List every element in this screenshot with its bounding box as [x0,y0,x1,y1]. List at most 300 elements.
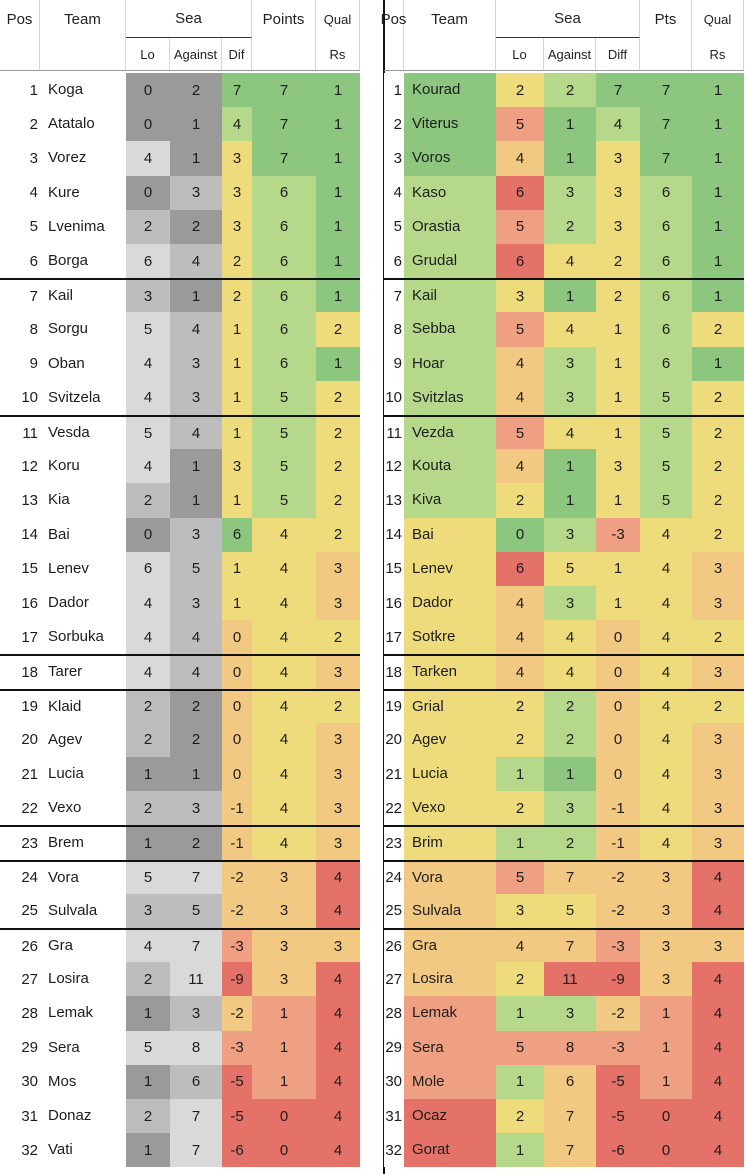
row-team-name: Vora [404,862,496,894]
header-blank [0,38,40,70]
table-row[interactable] [384,586,744,620]
row-against: 2 [544,210,596,244]
table-row[interactable] [384,73,744,107]
row-against: 2 [544,73,596,107]
row-team-name: Dador [404,586,496,620]
row-diff: 0 [596,723,640,757]
table-row[interactable] [384,791,744,825]
header-blank [640,38,692,70]
table-row[interactable] [384,141,744,175]
row-qual: 4 [316,996,360,1030]
table-row[interactable] [384,962,744,996]
table-row[interactable] [384,483,744,517]
row-diff: 0 [596,656,640,688]
row-qual: 2 [316,518,360,552]
row-points: 5 [640,449,692,483]
row-points: 6 [640,280,692,312]
table-row[interactable] [0,552,360,586]
row-diff: 7 [222,73,252,107]
row-diff: 1 [222,586,252,620]
row-points: 6 [640,176,692,210]
row-points: 4 [252,656,316,688]
header-against: Against [170,38,222,70]
table-row[interactable] [384,1133,744,1167]
row-lo: 4 [496,620,544,654]
table-row[interactable] [0,757,360,791]
table-row[interactable] [0,928,360,962]
table-row[interactable] [0,723,360,757]
row-team-name: Losira [40,962,126,996]
table-row[interactable] [384,278,744,312]
row-diff: 0 [222,691,252,723]
table-row[interactable] [0,791,360,825]
header-qual: Qual [692,0,744,38]
row-position: 1 [384,73,404,107]
row-diff: 1 [596,417,640,449]
row-points: 6 [252,244,316,278]
row-diff: -1 [596,791,640,825]
row-diff: 1 [596,381,640,415]
row-against: 3 [544,791,596,825]
row-qual: 4 [316,1065,360,1099]
row-team-name: Lvenima [40,210,126,244]
row-points: 1 [640,996,692,1030]
row-lo: 4 [496,449,544,483]
table-row[interactable] [0,1031,360,1065]
row-lo: 1 [496,996,544,1030]
row-lo: 4 [126,656,170,688]
row-points: 6 [252,312,316,346]
table-row[interactable] [384,244,744,278]
row-diff: 0 [222,757,252,791]
row-points: 5 [252,449,316,483]
row-lo: 0 [126,73,170,107]
row-against: 1 [170,483,222,517]
table-row[interactable] [0,210,360,244]
row-lo: 3 [496,280,544,312]
header-lo: Lo [126,38,170,70]
table-row[interactable] [0,483,360,517]
row-lo: 4 [496,586,544,620]
row-lo: 2 [496,73,544,107]
row-lo: 2 [496,483,544,517]
row-qual: 3 [316,723,360,757]
row-qual: 3 [692,930,744,962]
row-diff: 0 [596,757,640,791]
header-team: Team [40,0,126,38]
row-team-name: Gra [40,930,126,962]
row-qual: 2 [692,620,744,654]
row-against: 7 [544,1133,596,1167]
row-diff: -5 [596,1065,640,1099]
table-row[interactable] [0,860,360,894]
row-position: 19 [0,691,40,723]
row-points: 4 [252,827,316,859]
row-qual: 3 [692,827,744,859]
row-lo: 4 [126,930,170,962]
row-lo: 1 [496,757,544,791]
row-diff: 1 [222,552,252,586]
row-points: 7 [640,107,692,141]
table-row[interactable] [0,518,360,552]
table-row[interactable] [0,176,360,210]
row-team-name: Lenev [404,552,496,586]
row-diff: 1 [596,483,640,517]
row-qual: 3 [316,656,360,688]
row-qual: 1 [692,141,744,175]
row-team-name: Kourad [404,73,496,107]
row-qual: 1 [692,73,744,107]
row-points: 3 [252,894,316,928]
row-against: 1 [544,141,596,175]
row-position: 17 [384,620,404,654]
header-top-row [380,0,744,38]
row-qual: 2 [316,620,360,654]
row-lo: 2 [126,483,170,517]
row-lo: 6 [126,552,170,586]
table-row[interactable] [0,654,360,688]
row-qual: 2 [692,518,744,552]
row-diff: -6 [596,1133,640,1167]
row-qual: 1 [692,107,744,141]
table-row[interactable] [0,347,360,381]
row-qual: 1 [316,244,360,278]
row-team-name: Tarer [40,656,126,688]
row-qual: 1 [316,107,360,141]
row-diff: -3 [596,518,640,552]
row-position: 26 [384,930,404,962]
table-row[interactable] [0,141,360,175]
row-points: 7 [640,141,692,175]
row-position: 7 [384,280,404,312]
row-diff: 4 [222,107,252,141]
row-position: 3 [384,141,404,175]
row-diff: 3 [222,141,252,175]
table-row[interactable] [384,757,744,791]
row-points: 4 [252,586,316,620]
row-against: 3 [170,347,222,381]
table-row[interactable] [384,381,744,415]
table-row[interactable] [0,278,360,312]
table-row[interactable] [384,620,744,654]
header-blank [252,38,316,70]
header-team: Team [404,0,496,38]
table-row[interactable] [0,689,360,723]
row-points: 6 [252,280,316,312]
row-against: 8 [544,1031,596,1065]
row-position: 30 [384,1065,404,1099]
row-against: 1 [544,483,596,517]
row-position: 6 [384,244,404,278]
row-diff: 3 [222,449,252,483]
row-lo: 0 [496,518,544,552]
row-position: 28 [384,996,404,1030]
table-row[interactable] [384,107,744,141]
row-points: 4 [640,691,692,723]
table-row[interactable] [384,654,744,688]
row-diff: 3 [222,210,252,244]
row-points: 4 [640,586,692,620]
table-row[interactable] [0,894,360,928]
table-row[interactable] [0,1099,360,1133]
row-position: 32 [384,1133,404,1167]
row-points: 4 [252,518,316,552]
row-against: 4 [544,656,596,688]
row-position: 21 [0,757,40,791]
row-points: 1 [252,1031,316,1065]
header-diff: Diff [596,38,640,70]
row-qual: 3 [316,586,360,620]
table-row[interactable] [384,312,744,346]
row-qual: 1 [316,347,360,381]
row-against: 7 [544,862,596,894]
table-row[interactable] [0,586,360,620]
row-against: 3 [170,381,222,415]
row-diff: -1 [222,827,252,859]
row-points: 7 [640,73,692,107]
row-team-name: Svitzlas [404,381,496,415]
row-team-name: Sotkre [404,620,496,654]
row-against: 3 [170,176,222,210]
row-lo: 2 [126,723,170,757]
header-rs: Rs [692,38,744,70]
row-position: 8 [0,312,40,346]
row-position: 2 [384,107,404,141]
row-diff: -5 [222,1065,252,1099]
row-lo: 4 [126,141,170,175]
row-position: 17 [0,620,40,654]
row-against: 2 [544,723,596,757]
row-lo: 1 [496,1065,544,1099]
header-points: Points [252,0,316,38]
table-row[interactable] [384,552,744,586]
row-team-name: Svitzela [40,381,126,415]
row-position: 32 [0,1133,40,1167]
table-row[interactable] [384,689,744,723]
row-lo: 3 [126,894,170,928]
row-diff: 1 [596,552,640,586]
row-qual: 1 [316,141,360,175]
row-qual: 2 [692,417,744,449]
table-row[interactable] [0,449,360,483]
row-team-name: Klaid [40,691,126,723]
row-against: 4 [544,244,596,278]
row-team-name: Lenev [40,552,126,586]
row-lo: 2 [126,1099,170,1133]
row-points: 1 [252,1065,316,1099]
table-row[interactable] [0,1065,360,1099]
row-team-name: Kia [40,483,126,517]
row-position: 18 [0,656,40,688]
table-row[interactable] [384,996,744,1030]
table-row[interactable] [384,176,744,210]
row-position: 4 [0,176,40,210]
row-qual: 2 [692,381,744,415]
row-against: 1 [170,280,222,312]
row-lo: 1 [126,757,170,791]
table-row[interactable] [0,381,360,415]
row-qual: 3 [316,791,360,825]
row-against: 4 [170,620,222,654]
table-row[interactable] [0,996,360,1030]
table-row[interactable] [0,620,360,654]
row-team-name: Brim [404,827,496,859]
table-row[interactable] [0,415,360,449]
row-points: 1 [252,996,316,1030]
row-lo: 1 [126,1133,170,1167]
table-row[interactable] [384,723,744,757]
row-qual: 4 [692,1099,744,1133]
table-row[interactable] [384,449,744,483]
header-lo: Lo [496,38,544,70]
row-against: 11 [544,962,596,996]
row-points: 6 [640,312,692,346]
table-row[interactable] [384,415,744,449]
row-team-name: Sera [404,1031,496,1065]
table-row[interactable] [384,825,744,859]
row-qual: 1 [692,244,744,278]
row-against: 7 [170,930,222,962]
row-team-name: Sulvala [40,894,126,928]
row-team-name: Hoar [404,347,496,381]
row-lo: 0 [126,518,170,552]
row-against: 3 [544,518,596,552]
table-row[interactable] [0,825,360,859]
row-points: 6 [252,210,316,244]
row-against: 7 [170,1099,222,1133]
row-points: 4 [252,552,316,586]
table-row[interactable] [0,962,360,996]
table-row[interactable] [0,1133,360,1167]
row-lo: 2 [496,1099,544,1133]
row-qual: 4 [692,962,744,996]
row-diff: 1 [596,312,640,346]
table-row[interactable] [384,860,744,894]
row-lo: 5 [496,107,544,141]
header-pos: Pos [384,0,404,38]
row-qual: 4 [692,1031,744,1065]
row-lo: 4 [126,381,170,415]
header-qual: Qual [316,0,360,38]
row-position: 11 [384,417,404,449]
row-against: 1 [170,449,222,483]
table-row[interactable] [384,928,744,962]
row-position: 18 [384,656,404,688]
row-team-name: Grudal [404,244,496,278]
row-lo: 2 [496,962,544,996]
row-against: 6 [544,1065,596,1099]
row-diff: 3 [222,176,252,210]
table-row[interactable] [384,518,744,552]
table-row[interactable] [0,73,360,107]
table-row[interactable] [384,1031,744,1065]
table-row[interactable] [384,1099,744,1133]
row-points: 3 [252,862,316,894]
row-against: 4 [544,620,596,654]
table-row[interactable] [384,894,744,928]
row-against: 3 [170,791,222,825]
row-position: 1 [0,73,40,107]
row-lo: 4 [496,141,544,175]
row-qual: 2 [316,417,360,449]
row-points: 3 [640,862,692,894]
row-team-name: Mole [404,1065,496,1099]
row-team-name: Sera [40,1031,126,1065]
row-qual: 2 [692,691,744,723]
table-row[interactable] [0,107,360,141]
row-lo: 6 [496,176,544,210]
row-lo: 1 [496,827,544,859]
row-diff: 1 [222,347,252,381]
row-team-name: Grial [404,691,496,723]
row-position: 24 [384,862,404,894]
row-points: 4 [252,691,316,723]
row-position: 5 [0,210,40,244]
row-qual: 4 [316,1031,360,1065]
row-points: 5 [640,483,692,517]
row-position: 10 [0,381,40,415]
row-lo: 6 [496,244,544,278]
row-position: 20 [384,723,404,757]
row-points: 0 [640,1133,692,1167]
row-position: 25 [384,894,404,928]
row-lo: 1 [126,827,170,859]
row-lo: 2 [496,691,544,723]
row-team-name: Vati [40,1133,126,1167]
row-diff: 2 [222,244,252,278]
row-against: 7 [544,1099,596,1133]
row-points: 5 [252,417,316,449]
row-lo: 2 [126,210,170,244]
header-blank [384,38,404,70]
header-top-row [0,0,360,38]
row-against: 5 [170,552,222,586]
row-against: 2 [544,827,596,859]
row-position: 10 [384,381,404,415]
table-row[interactable] [384,347,744,381]
row-against: 7 [170,862,222,894]
row-points: 1 [640,1031,692,1065]
table-row[interactable] [0,244,360,278]
row-position: 5 [384,210,404,244]
table-row[interactable] [384,1065,744,1099]
table-row[interactable] [0,312,360,346]
row-qual: 1 [316,280,360,312]
row-against: 4 [170,417,222,449]
row-diff: 3 [596,176,640,210]
row-diff: -2 [222,996,252,1030]
row-against: 1 [544,280,596,312]
row-points: 1 [640,1065,692,1099]
row-position: 30 [0,1065,40,1099]
row-position: 11 [0,417,40,449]
row-qual: 4 [692,1065,744,1099]
row-diff: 2 [222,280,252,312]
row-position: 31 [0,1099,40,1133]
row-diff: -3 [222,1031,252,1065]
row-qual: 1 [692,210,744,244]
row-against: 1 [170,107,222,141]
row-diff: -9 [222,962,252,996]
row-lo: 0 [126,107,170,141]
row-position: 7 [0,280,40,312]
row-lo: 4 [496,381,544,415]
row-points: 3 [252,962,316,996]
table-row[interactable] [384,210,744,244]
row-position: 27 [384,962,404,996]
row-diff: 0 [222,656,252,688]
row-qual: 3 [316,827,360,859]
